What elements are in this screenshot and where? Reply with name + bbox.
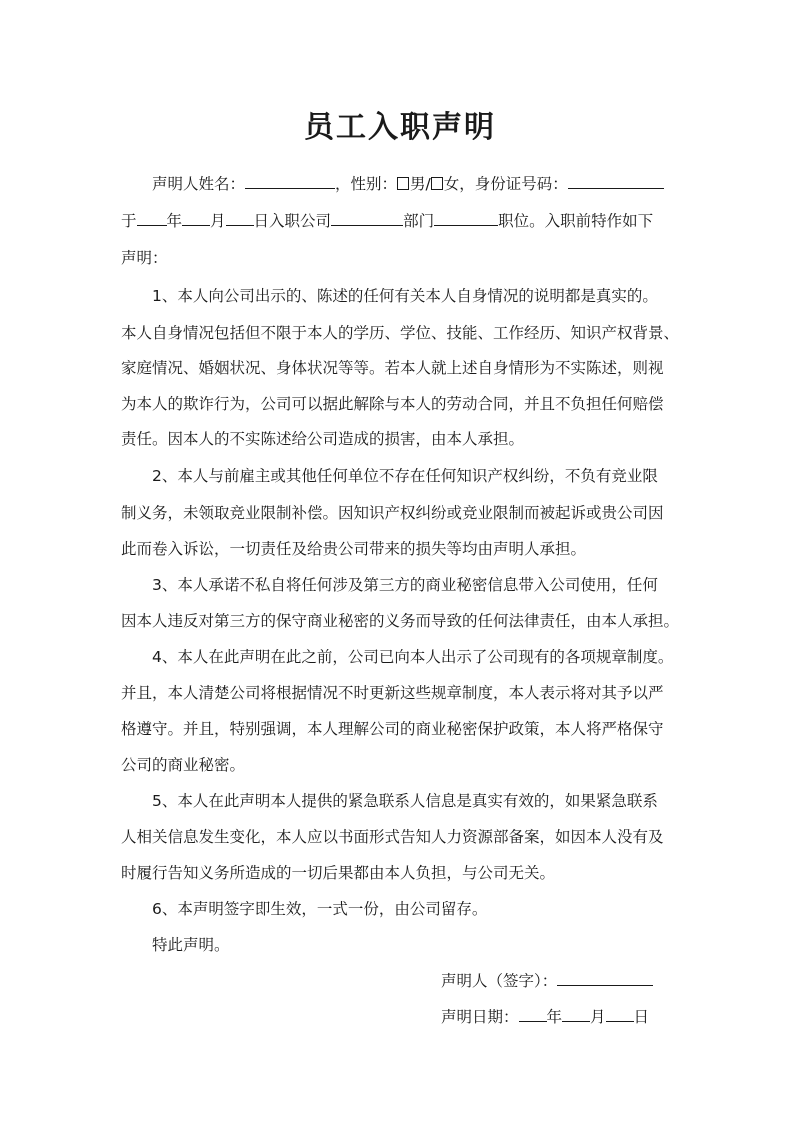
clause-1-line: 为本人的欺诈行为，公司可以据此解除与本人的劳动合同，并且不负担任何赔偿	[121, 395, 664, 413]
sign-month-label: 月	[590, 1008, 606, 1026]
clause-3-line: 因本人违反对第三方的保守商业秘密的义务而导致的任何法律责任，由本人承担。	[121, 612, 680, 630]
female-label: 女，	[443, 175, 475, 193]
gender-label: ，性别：	[335, 175, 398, 193]
clause-1-line: 家庭情况、婚姻状况、身体状况等等。若本人就上述自身情形为不实陈述，则视	[121, 359, 664, 377]
signer-label: 声明人（签字）：	[441, 972, 558, 990]
sign-date-line	[441, 1005, 649, 1029]
clause-5-line: 时履行告知义务所造成的一切后果都由本人负担，与公司无关。	[121, 864, 556, 882]
clause-4-line: 公司的商业秘密。	[121, 756, 246, 774]
male-checkbox-icon[interactable]	[397, 177, 409, 190]
department-blank[interactable]	[331, 210, 403, 226]
sign-year-blank[interactable]	[519, 1006, 547, 1022]
entry-year-blank[interactable]	[137, 210, 167, 226]
date-prefix: 于	[121, 212, 137, 230]
clause-1-line: 责任。因本人的不实陈述给公司造成的损害，由本人承担。	[121, 430, 525, 448]
join-company-label: 日入职公司	[253, 212, 332, 230]
clause-2-line: 2、本人与前雇主或其他任何单位不存在任何知识产权纠纷，不负有竞业限	[152, 467, 658, 485]
name-blank[interactable]	[245, 173, 335, 189]
declarant-info-line	[152, 172, 664, 196]
clause-2-line: 此而卷入诉讼，一切责任及给贵公司带来的损失等均由声明人承担。	[121, 540, 587, 558]
document-title: 员工入职声明	[304, 110, 496, 145]
clause-4-line: 格遵守。并且，特别强调，本人理解公司的商业秘密保护政策，本人将严格保守	[121, 720, 664, 738]
signature-blank[interactable]	[557, 970, 653, 986]
sign-month-blank[interactable]	[562, 1006, 590, 1022]
clause-3-line: 3、本人承诺不私自将任何涉及第三方的商业秘密信息带入公司使用，任何	[152, 576, 658, 594]
clause-4-line: 4、本人在此声明在此之前，公司已向本人出示了公司现有的各项规章制度。	[152, 648, 674, 666]
sign-year-label: 年	[546, 1008, 563, 1026]
clause-6-line: 6、本声明签字即生效，一式一份，由公司留存。	[152, 900, 488, 918]
sign-day-blank[interactable]	[606, 1006, 634, 1022]
position-blank[interactable]	[434, 210, 498, 226]
entry-day-blank[interactable]	[226, 210, 254, 226]
position-label: 职位。入职前特作如下	[498, 212, 654, 230]
clause-5-line: 人相关信息发生变化，本人应以书面形式告知人力资源部备案，如因本人没有及	[121, 828, 664, 846]
sign-date-label: 声明日期：	[441, 1008, 519, 1026]
id-number-blank[interactable]	[568, 173, 664, 189]
clause-1-line: 本人自身情况包括但不限于本人的学历、学位、技能、工作经历、知识产权背景、	[121, 324, 680, 342]
department-label: 部门	[403, 212, 435, 230]
name-label: 声明人姓名：	[152, 175, 246, 193]
clause-2-line: 制义务，未领取竞业限制补偿。因知识产权纠纷或竞业限制而被起诉或贵公司因	[121, 504, 664, 522]
clause-4-line: 并且，本人清楚公司将根据情况不时更新这些规章制度，本人表示将对其予以严	[121, 684, 664, 702]
declare-label: 声明：	[121, 249, 168, 267]
sign-day-label: 日	[633, 1008, 650, 1026]
id-number-label: 身份证号码：	[474, 175, 568, 193]
entry-month-label: 月	[210, 212, 226, 230]
entry-year-label: 年	[166, 212, 183, 230]
entry-date-line	[121, 209, 653, 233]
clause-1-line: 1、本人向公司出示的、陈述的任何有关本人自身情况的说明都是真实的。	[152, 287, 658, 305]
male-label: 男/	[410, 175, 431, 193]
clause-5-line: 5、本人在此声明本人提供的紧急联系人信息是真实有效的，如果紧急联系	[152, 792, 658, 810]
entry-month-blank[interactable]	[182, 210, 210, 226]
signer-line	[441, 969, 653, 993]
female-checkbox-icon[interactable]	[431, 177, 443, 190]
closing-text: 特此声明。	[152, 936, 230, 954]
